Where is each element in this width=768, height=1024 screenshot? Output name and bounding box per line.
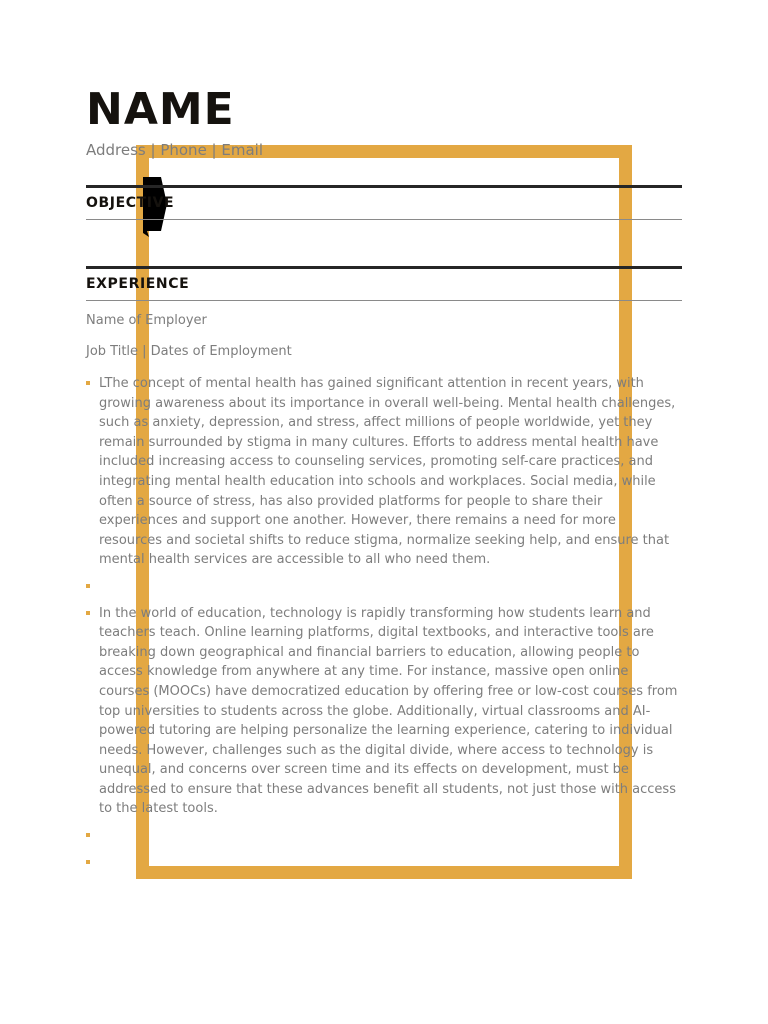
- employer-name: Name of Employer: [86, 313, 207, 328]
- bullet-square-icon: [86, 584, 90, 588]
- bullet-square-icon: [86, 860, 90, 864]
- bullet-square-icon: [86, 611, 90, 615]
- bullet-text: LThe concept of mental health has gained significant attention in recent years, with growing awareness about its importance in overall well-being. Mental health challenges, such as anxiety, depression, and stress, affect millions of people worldwide, yet they remain surrounded by stigma in many cultures. Efforts to address mental health have included increasing access to counseling services, promoting self-care practices, and integrating mental health education into schools and workplaces. Social media, while often a source of stress, has also provided platforms for people to share their experiences and support one another. However, there remains a need for more resources and societal shifts to reduce stigma, normalize seeking help, and ensure that mental health services are accessible to all who need them.: [99, 376, 676, 568]
- list-item: [86, 577, 682, 597]
- objective-body: [86, 220, 682, 266]
- bullet-square-icon: [86, 381, 90, 385]
- section-divider-thin: [86, 300, 682, 301]
- list-item: [86, 826, 682, 846]
- bullet-square-icon: [86, 833, 90, 837]
- contact-line: Address | Phone | Email: [86, 141, 263, 159]
- resume-name: NAME: [86, 84, 235, 135]
- bullet-text: In the world of education, technology is rapidly transforming how students learn and teachers teach. Online learning platforms, digital textbooks, and interactive tools are breaking down geographical and financial barriers to education, allowing people to access knowledge from anywhere at any time. For instance, massive open online courses (MOOCs) have democratized education by offering free or low-cost courses from top universities to students across the globe. Additionally, virtual classrooms and AI-powered tutoring are helping personalize the learning experience, catering to individual needs. However, challenges such as the digital divide, where access to technology is unequal, and concerns over screen time and its effects on development, must be addressed to ensure that these advances benefit all students, not just those with access to the latest tools.: [99, 605, 678, 817]
- job-title-dates: Job Title | Dates of Employment: [86, 344, 292, 359]
- list-item: [86, 604, 682, 820]
- experience-section: [86, 266, 682, 872]
- resume-content: [86, 84, 682, 879]
- objective-section: [86, 185, 682, 266]
- experience-heading: EXPERIENCE: [86, 276, 190, 292]
- list-item: [86, 853, 682, 873]
- objective-heading: OBJECTIVE: [86, 195, 175, 211]
- experience-bullet-list: [86, 374, 682, 872]
- list-item: [86, 374, 682, 570]
